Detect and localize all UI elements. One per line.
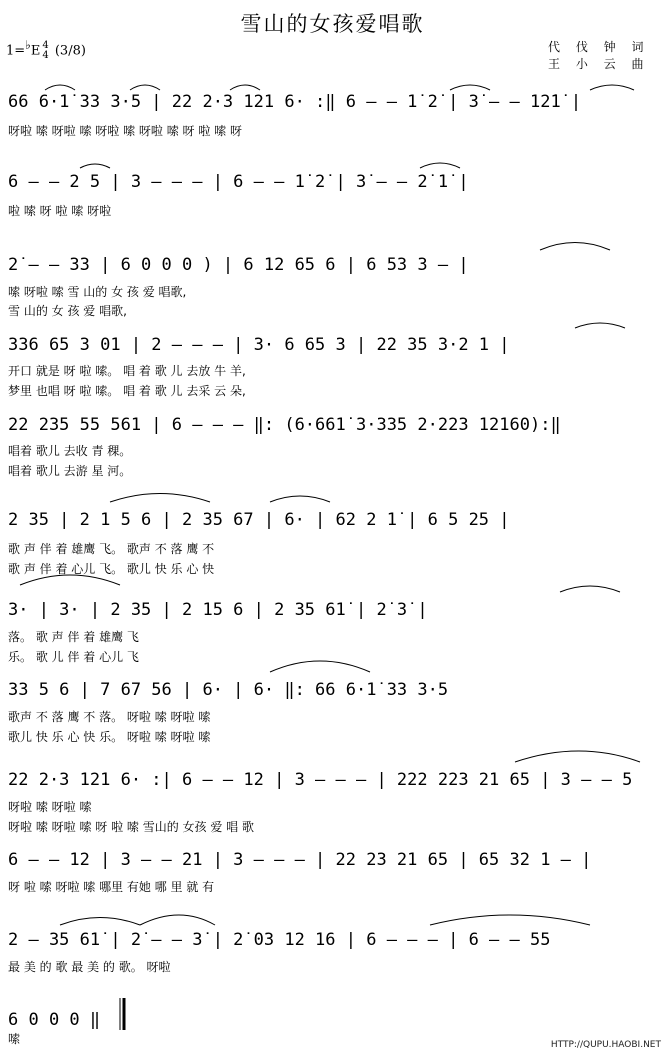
lyrics-line-9a: 呀啦 嗦 呀啦 嗦 xyxy=(8,800,92,814)
lyrics-line-10: 呀 啦 嗦 呀啦 嗦 哪里 有她 哪 里 就 有 xyxy=(8,880,215,894)
lyrics-line-11: 最 美 的 歌 最 美 的 歌。 呀啦 xyxy=(8,960,171,974)
time-numerator: 4 xyxy=(42,39,49,51)
lyrics-line-3b: 雪 山的 女 孩 爱 唱歌, xyxy=(8,304,127,318)
lyrics-line-9b: 呀啦 嗦 呀啦 嗦 呀 啦 嗦 雪山的 女孩 爱 唱 歌 xyxy=(8,820,254,834)
notes-line-2: 6 – – 2 5 | 3 – – – | 6 – – 1̇ 2̇ | 3̇ – – 2̇ 1̇ | xyxy=(8,172,469,192)
lyrics-line-6a: 歌 声 伴 着 雄鹰 飞。 歌声 不 落 鹰 不 xyxy=(8,542,215,556)
notes-line-9: 22 2·3 121 6· :| 6 – – 12 | 3 – – – | 222 223 21 65 | 3 – – 5 xyxy=(8,770,633,790)
lyrics-line-12: 嗦 xyxy=(8,1032,21,1046)
slur xyxy=(230,85,260,90)
lyrics-line-5b: 唱着 歌儿 去游 星 河。 xyxy=(8,464,132,478)
notes-line-7: 3· | 3· | 2 35 | 2 15 6 | 2 35 61̇ | 2̇ 3̇ | xyxy=(8,600,428,620)
slur xyxy=(60,918,140,926)
slur xyxy=(80,164,110,168)
slur xyxy=(45,85,75,90)
slur xyxy=(560,586,620,592)
notes-line-1: 66 6·1̇ 33 3·5 | 22 2·3 121 6· :‖ 6 – – 1̇ 2̇ | 3̇ – – 12̇1̇ | xyxy=(8,92,582,112)
slur xyxy=(540,243,610,251)
composer-credit: 王 小 云 曲 xyxy=(548,57,650,71)
slur xyxy=(110,494,210,503)
notes-line-11: 2 – 35 61̇ | 2̇ – – 3̇ | 2̇ 03 12 16 | 6 – – – | 6 – – 55 xyxy=(8,930,551,950)
notes-line-6: 2 35 | 2 1 5 6 | 2 35 67 | 6· | 62 2 1̇ | 6 5 25 | xyxy=(8,510,510,530)
slur xyxy=(20,575,120,585)
slur xyxy=(450,85,490,90)
key-extra: (3/8) xyxy=(54,43,86,59)
page-title: 雪山的女孩爱唱歌 xyxy=(240,12,425,36)
slur xyxy=(515,751,640,762)
notes-line-5: 22 235 55 561 | 6 – – – ‖: (6·661̇ 3·335 2·223 12160):‖ xyxy=(8,415,561,435)
lyrics-line-4b: 梦里 也唱 呀 啦 嗦。 唱 着 歌 儿 去采 云 朵, xyxy=(8,384,246,398)
flat-sign: ♭ xyxy=(25,38,31,52)
slur xyxy=(430,915,590,925)
slur xyxy=(270,496,330,502)
time-denominator: 4 xyxy=(42,49,49,61)
lyricist-credit: 代 伐 钟 词 xyxy=(548,40,650,54)
notes-line-4: 336 65 3 01 | 2 – – – | 3· 6 65 3 | 22 35 3·2 1 | xyxy=(8,335,510,355)
slur xyxy=(420,163,460,168)
lyrics-line-3a: 嗦 呀啦 嗦 雪 山的 女 孩 爱 唱歌, xyxy=(8,285,187,299)
slur xyxy=(130,85,160,90)
slur xyxy=(575,323,625,328)
lyrics-line-1: 呀啦 嗦 呀啦 嗦 呀啦 嗦 呀啦 嗦 呀 啦 嗦 呀 xyxy=(8,124,242,138)
lyrics-line-7b: 乐。 歌 儿 伴 着 心儿 飞 xyxy=(8,650,139,664)
lyrics-line-8b: 歌儿 快 乐 心 快 乐。 呀啦 嗦 呀啦 嗦 xyxy=(8,730,211,744)
lyrics-line-4a: 开口 就是 呀 啦 嗦。 唱 着 歌 儿 去放 牛 羊, xyxy=(8,364,246,378)
notes-line-3: 2̇ – – 33 | 6 0 0 0 ) | 6 12 65 6 | 6 53 3 – | xyxy=(8,255,469,275)
lyrics-line-7a: 落。 歌 声 伴 着 雄鹰 飞 xyxy=(8,630,139,644)
notes-line-10: 6 – – 12 | 3 – – 21 | 3 – – – | 22 23 21 65 | 65 32 1 – | xyxy=(8,850,592,870)
slur xyxy=(590,85,634,90)
notes-line-8: 33 5 6 | 7 67 56 | 6· | 6· ‖: 66 6·1̇ 33 3·5 xyxy=(8,680,449,700)
slur xyxy=(270,661,370,672)
key-prefix: 1= xyxy=(6,43,26,59)
notes-line-12: 6 0 0 0 ‖ xyxy=(8,1010,101,1030)
lyrics-line-2: 啦 嗦 呀 啦 嗦 呀啦 xyxy=(8,204,112,218)
lyrics-line-6b: 歌 声 伴 着 心儿 飞。 歌儿 快 乐 心 快 xyxy=(8,562,215,576)
watermark: HTTP://QUPU.HAOBI.NET xyxy=(550,1040,661,1050)
lyrics-line-8a: 歌声 不 落 鹰 不 落。 呀啦 嗦 呀啦 嗦 xyxy=(8,710,211,724)
slur xyxy=(140,915,215,925)
key-note: E xyxy=(30,43,41,59)
lyrics-line-5a: 唱着 歌儿 去收 青 稞。 xyxy=(8,444,132,458)
